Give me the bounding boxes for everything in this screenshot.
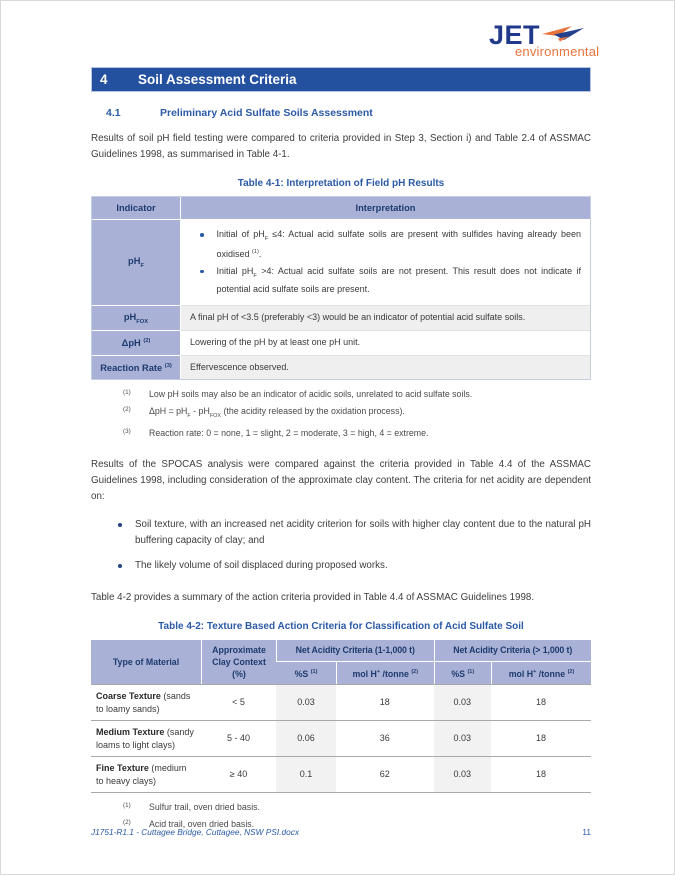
footnote-ref: (3)	[164, 362, 172, 369]
footnote-marker: (2)	[123, 406, 131, 414]
material-name: Coarse Texture	[96, 691, 161, 702]
list-item-text: Soil texture, with an increased net acidity criterion for soils with higher clay content due to the natural pH buffering capacity of clay; and	[135, 519, 591, 547]
footnote-text: Acid trail, oven dried basis.	[149, 819, 255, 830]
paragraph-intro: Results of soil pH field testing were compared to criteria provided in Step 3, Section i) and Table 2.4 of ASSMAC Guidelines 1998, as summarised in Table 4-1.	[91, 133, 591, 160]
table1-row-phf	[92, 220, 590, 306]
percent-s-cell: 0.1	[276, 756, 336, 793]
material-cell	[91, 756, 201, 793]
clay-cell: 5 - 40	[201, 720, 276, 756]
footer-document-name: J1751-R1.1 - Cuttagee Bridge, Cuttagee, NSW PSI.docx	[91, 827, 299, 837]
table2-col-mol-h	[491, 661, 591, 685]
text-segment: /tonne	[536, 668, 568, 679]
list-item-text	[217, 265, 582, 297]
material-cell	[91, 684, 201, 720]
interpretation-cell: Effervescence observed.	[181, 356, 590, 380]
table-action-criteria	[91, 639, 591, 793]
indicator-text: pH	[123, 311, 137, 322]
clay-cell: < 5	[201, 684, 276, 720]
subscript: F	[264, 235, 269, 242]
indicator-subscript: F	[140, 262, 144, 269]
logo-tagline: environmental	[515, 44, 600, 59]
footnote	[123, 427, 591, 439]
percent-s-cell: 0.03	[276, 684, 336, 720]
mol-h-cell: 36	[336, 720, 434, 756]
list-item	[190, 265, 581, 297]
section-title: Soil Assessment Criteria	[138, 72, 297, 87]
text-segment: - pH	[190, 406, 210, 417]
text-segment: >4: Actual acid sulfate soils are not present. This result does not indicate if potential acid sulfate soils are present.	[216, 265, 581, 295]
page-footer	[91, 827, 591, 837]
mol-h-cell: 18	[491, 756, 591, 793]
mol-h-cell: 18	[491, 684, 591, 720]
footnote-ref: (2)	[411, 668, 419, 675]
company-logo	[489, 20, 629, 59]
body-bullet-list	[91, 517, 591, 574]
text-segment: mol H	[352, 668, 377, 679]
table2-col-percent-s	[434, 661, 492, 685]
percent-s-cell: 0.06	[276, 720, 336, 756]
table2-row-medium	[91, 720, 591, 756]
mol-h-cell: 18	[336, 684, 434, 720]
bullet-icon	[200, 233, 204, 237]
text-segment: /tonne	[380, 668, 412, 679]
table1-row-reaction-rate	[92, 356, 590, 380]
text-segment: ≤4: Actual acid sulfate soils are present with sulfides having already been oxidised	[216, 229, 581, 260]
footnote	[123, 801, 591, 813]
text-segment: .	[258, 249, 262, 260]
subscript: FOX	[209, 413, 221, 420]
footnote-marker: (3)	[123, 428, 131, 436]
footer-page-number: 11	[582, 827, 591, 837]
table2-col-mol-h	[336, 661, 434, 685]
footnote-ref: (2)	[143, 338, 151, 345]
footnote-marker: (2)	[123, 819, 131, 827]
footnote-text: Reaction rate: 0 = none, 1 = slight, 2 = moderate, 3 = high, 4 = extreme.	[149, 428, 429, 439]
table1-col-indicator: Indicator	[92, 197, 181, 220]
material-name: Fine Texture	[96, 763, 149, 774]
material-cell	[91, 720, 201, 756]
logo-brand-text: JET	[489, 20, 541, 50]
mol-h-cell: 62	[336, 756, 434, 793]
indicator-cell	[92, 306, 181, 332]
indicator-text: ΔpH	[121, 338, 144, 349]
bullet-icon	[118, 564, 122, 568]
text-segment: (the acidity released by the oxidation process).	[221, 406, 405, 417]
table2-col-material: Type of Material	[91, 639, 201, 684]
footnote-text: Low pH soils may also be an indicator of acidic soils, unrelated to acid sulfate soils.	[149, 389, 473, 400]
table2-header-row-groups	[91, 639, 591, 661]
superscript: +	[533, 668, 537, 675]
table1-caption: Table 4-1: Interpretation of Field pH Results	[237, 178, 445, 189]
indicator-cell	[92, 331, 181, 356]
table2-group-low-tonnage: Net Acidity Criteria (1-1,000 t)	[276, 639, 434, 661]
percent-s-cell: 0.03	[434, 720, 492, 756]
footnote	[123, 405, 591, 422]
interpretation-cell: Lowering of the pH by at least one pH unit.	[181, 331, 590, 356]
table1-row-phfox	[92, 306, 590, 332]
table2-caption: Table 4-2: Texture Based Action Criteria for Classification of Acid Sulfate Soil	[158, 621, 524, 633]
list-item	[118, 558, 591, 574]
footnote-ref: (1)	[252, 249, 259, 256]
indicator-cell	[92, 220, 181, 306]
section-heading	[91, 67, 591, 92]
subsection-number: 4.1	[106, 107, 121, 119]
subsection-heading	[91, 107, 591, 119]
footnote-marker: (1)	[123, 802, 131, 810]
text-segment: ΔpH = pH	[149, 406, 188, 417]
text-segment: Initial pH	[216, 265, 254, 276]
subscript: F	[187, 413, 191, 420]
list-item	[118, 517, 591, 549]
clay-cell: ≥ 40	[201, 756, 276, 793]
percent-s-cell: 0.03	[434, 684, 492, 720]
paragraph-spocas: Results of the SPOCAS analysis were compared against the criteria provided in Table 4.4 of the ASSMAC Guidelines 1998, including consideration of the approximate clay content. The criteria for net acidity are dependent on:	[91, 459, 591, 503]
table2-row-coarse	[91, 684, 591, 720]
footnote-text: Sulfur trail, oven dried basis.	[149, 802, 260, 813]
table1-col-interpretation: Interpretation	[181, 197, 590, 220]
text-segment: %S	[294, 668, 309, 679]
material-detail: (sands to loamy sands)	[96, 691, 191, 714]
subsection-title: Preliminary Acid Sulfate Soils Assessment	[160, 107, 373, 119]
table2-footnotes	[91, 801, 591, 830]
page-content	[1, 67, 674, 830]
mol-h-cell: 18	[491, 720, 591, 756]
table1-row-delta-ph	[92, 331, 590, 356]
table2-col-clay: Approximate Clay Context (%)	[201, 639, 276, 684]
table-field-ph-results	[91, 196, 591, 380]
footnote	[123, 388, 591, 400]
table2-col-percent-s	[276, 661, 336, 685]
list-item-text	[217, 228, 582, 262]
list-item-text: The likely volume of soil displaced during proposed works.	[135, 560, 388, 572]
footnote-ref: (1)	[467, 668, 475, 675]
superscript: +	[376, 668, 381, 675]
footnote-ref: (1)	[310, 668, 318, 675]
bullet-icon	[118, 523, 122, 527]
bullet-icon	[200, 270, 204, 274]
percent-s-cell: 0.03	[434, 756, 492, 793]
footnote-ref: (2)	[567, 668, 575, 675]
paragraph-table2-intro: Table 4-2 provides a summary of the action criteria provided in Table 4.4 of ASSMAC Guidelines 1998.	[91, 592, 535, 604]
indicator-text: pH	[128, 255, 141, 266]
text-segment: Initial of pH	[216, 229, 265, 239]
table1-header-row	[92, 197, 590, 220]
indicator-subscript: FOX	[136, 318, 149, 325]
indicator-cell	[92, 356, 181, 380]
text-segment: mol H	[508, 668, 534, 679]
material-detail: (sandy loams to light clays)	[96, 727, 194, 750]
material-detail: (medium to heavy clays)	[96, 763, 187, 786]
table2-group-high-tonnage: Net Acidity Criteria (> 1,000 t)	[434, 639, 592, 661]
section-number: 4	[100, 72, 108, 87]
footnote-text	[149, 405, 405, 422]
paper-plane-icon	[542, 25, 586, 43]
footnote-marker: (1)	[123, 389, 131, 397]
text-segment: %S	[451, 668, 466, 679]
material-name: Medium Texture	[96, 727, 165, 738]
interpretation-cell: A final pH of <3.5 (preferably <3) would be an indicator of potential acid sulfate soils.	[181, 306, 590, 332]
table1-footnotes	[91, 388, 591, 439]
indicator-text: Reaction Rate	[100, 362, 165, 373]
subscript: F	[253, 272, 257, 279]
interpretation-cell	[181, 220, 590, 306]
list-item	[190, 228, 581, 262]
table2-row-fine	[91, 756, 591, 793]
